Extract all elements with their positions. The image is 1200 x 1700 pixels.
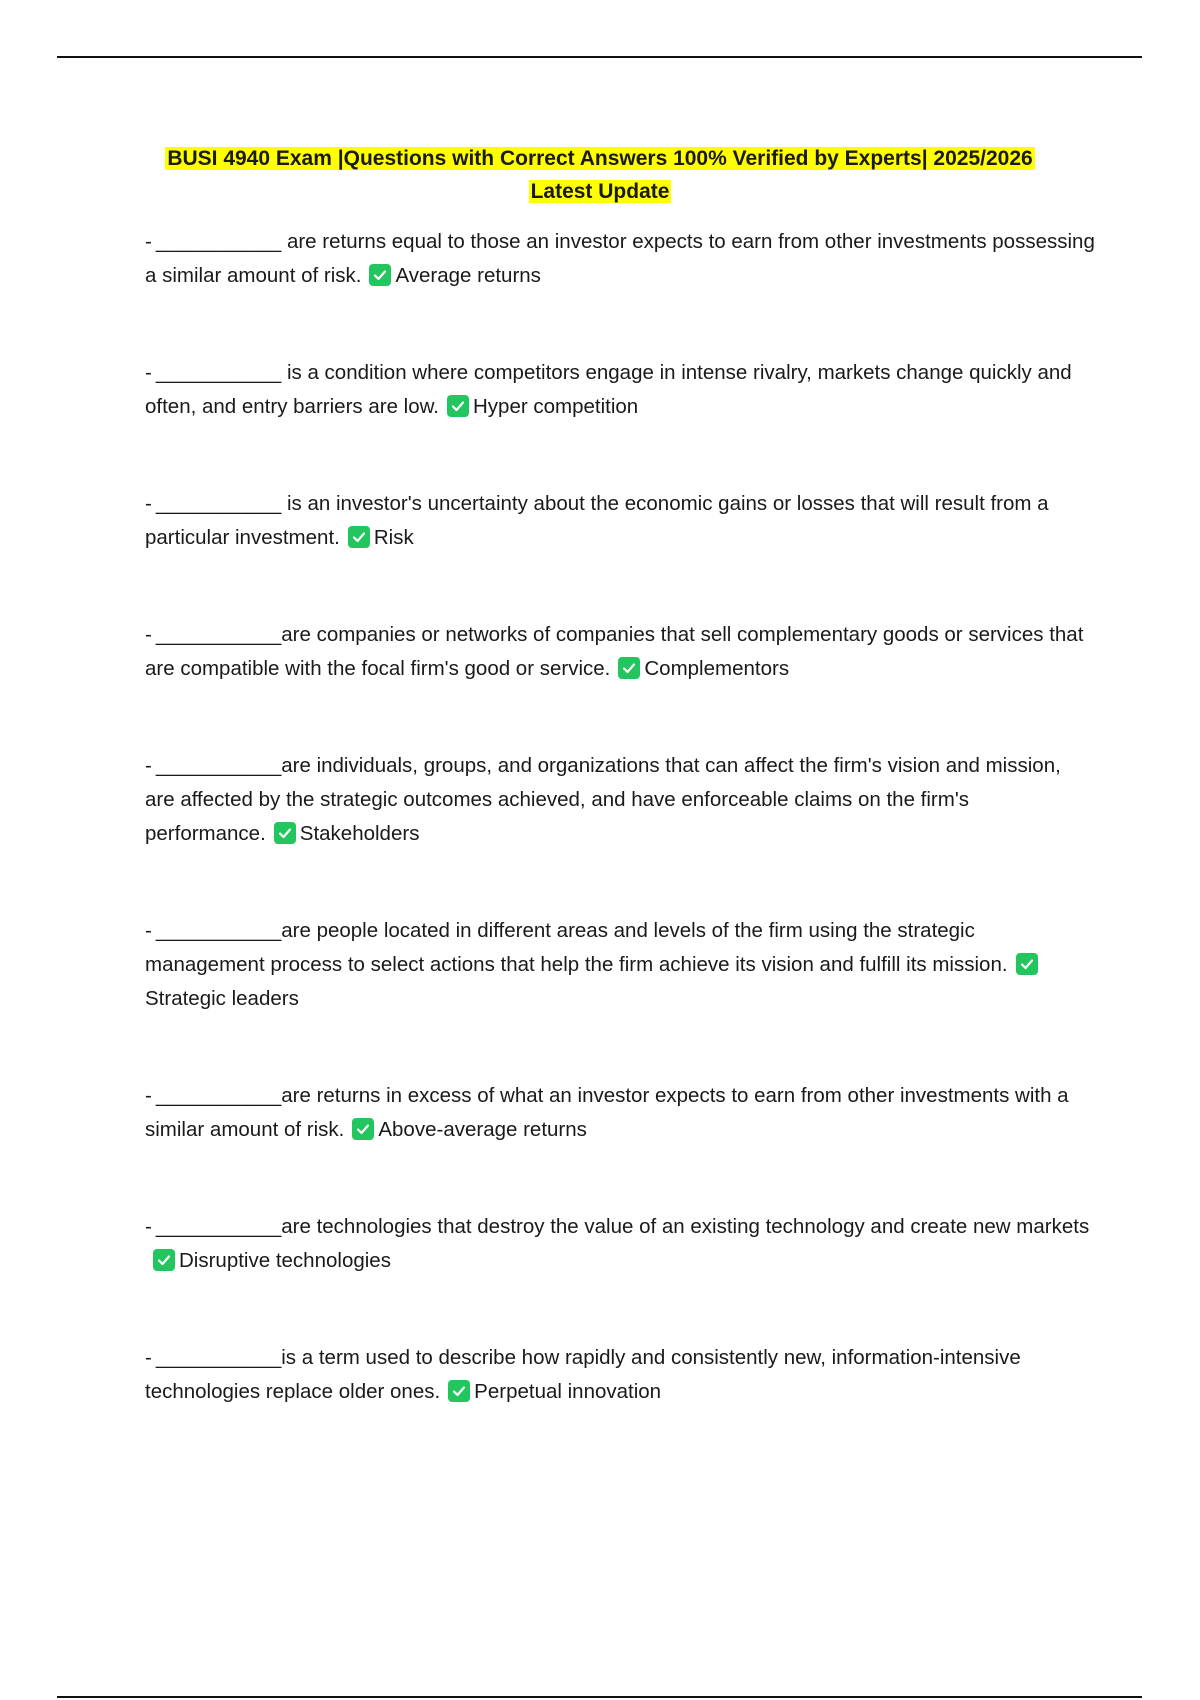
question-item bbox=[145, 1210, 1095, 1278]
question-item bbox=[145, 356, 1095, 424]
answer-blank: ___________ bbox=[155, 230, 282, 253]
question-text: is an investor's uncertainty about the economic gains or losses that will result from a particular investment. bbox=[145, 492, 1049, 549]
answer-text: Risk bbox=[373, 526, 414, 549]
question-list bbox=[145, 225, 1095, 1472]
checkmark-icon bbox=[369, 264, 391, 286]
bullet-dash: - bbox=[145, 623, 152, 646]
answer-blank: ___________ bbox=[155, 919, 282, 942]
answer-blank: ___________ bbox=[155, 1215, 282, 1238]
checkmark-icon bbox=[274, 822, 296, 844]
answer-text: Complementors bbox=[644, 657, 790, 680]
bullet-dash: - bbox=[145, 919, 152, 942]
bullet-dash: - bbox=[145, 492, 152, 515]
top-rule bbox=[57, 56, 1142, 58]
checkmark-icon bbox=[1016, 953, 1038, 975]
question-item bbox=[145, 1079, 1095, 1147]
checkmark-icon bbox=[153, 1249, 175, 1271]
answer-text: Perpetual innovation bbox=[474, 1380, 662, 1403]
answer-text: Above-average returns bbox=[378, 1118, 587, 1141]
checkmark-icon bbox=[618, 657, 640, 679]
question-item bbox=[145, 914, 1095, 1016]
checkmark-icon bbox=[447, 395, 469, 417]
answer-text: Hyper competition bbox=[473, 395, 639, 418]
question-text: is a term used to describe how rapidly and consistently new, information-intensive technologies replace older ones. bbox=[145, 1346, 1021, 1403]
question-text: are companies or networks of companies that sell complementary goods or services that are compatible with the focal firm's good or service. bbox=[145, 623, 1084, 680]
bullet-dash: - bbox=[145, 1084, 152, 1107]
bullet-dash: - bbox=[145, 361, 152, 384]
bullet-dash: - bbox=[145, 1346, 152, 1369]
bullet-dash: - bbox=[145, 1215, 152, 1238]
checkmark-icon bbox=[348, 526, 370, 548]
checkmark-icon bbox=[448, 1380, 470, 1402]
answer-text: Strategic leaders bbox=[145, 987, 299, 1010]
title-line-2: Latest Update bbox=[530, 180, 670, 203]
question-item bbox=[145, 618, 1095, 686]
bullet-dash: - bbox=[145, 230, 152, 253]
question-text: are technologies that destroy the value of an existing technology and create new markets bbox=[281, 1215, 1090, 1238]
question-item bbox=[145, 487, 1095, 555]
answer-blank: ___________ bbox=[155, 1346, 282, 1369]
answer-text: Stakeholders bbox=[299, 822, 420, 845]
bullet-dash: - bbox=[145, 754, 152, 777]
question-text: are returns equal to those an investor expects to earn from other investments possessing a similar amount of risk. bbox=[145, 230, 1095, 287]
answer-text: Disruptive technologies bbox=[179, 1249, 391, 1272]
bottom-rule bbox=[57, 1696, 1142, 1698]
answer-blank: ___________ bbox=[155, 492, 282, 515]
question-text: is a condition where competitors engage in intense rivalry, markets change quickly and often, and entry barriers are low. bbox=[145, 361, 1072, 418]
answer-blank: ___________ bbox=[155, 361, 282, 384]
checkmark-icon bbox=[352, 1118, 374, 1140]
question-item bbox=[145, 1341, 1095, 1409]
answer-text: Average returns bbox=[395, 264, 541, 287]
answer-blank: ___________ bbox=[155, 754, 282, 777]
page-title bbox=[100, 142, 1100, 208]
title-line-1: BUSI 4940 Exam |Questions with Correct Answers 100% Verified by Experts| 2025/2026 bbox=[167, 147, 1033, 170]
answer-blank: ___________ bbox=[155, 1084, 282, 1107]
question-item bbox=[145, 749, 1095, 851]
question-text: are returns in excess of what an investor expects to earn from other investments with a similar amount of risk. bbox=[145, 1084, 1069, 1141]
question-item bbox=[145, 225, 1095, 293]
question-text: are people located in different areas and levels of the firm using the strategic management process to select actions that help the firm achieve its vision and fulfill its mission. bbox=[145, 919, 1008, 976]
answer-blank: ___________ bbox=[155, 623, 282, 646]
question-text: are individuals, groups, and organizations that can affect the firm's vision and mission, are affected by the strategic outcomes achieved, and have enforceable claims on the firm's performance. bbox=[145, 754, 1061, 845]
